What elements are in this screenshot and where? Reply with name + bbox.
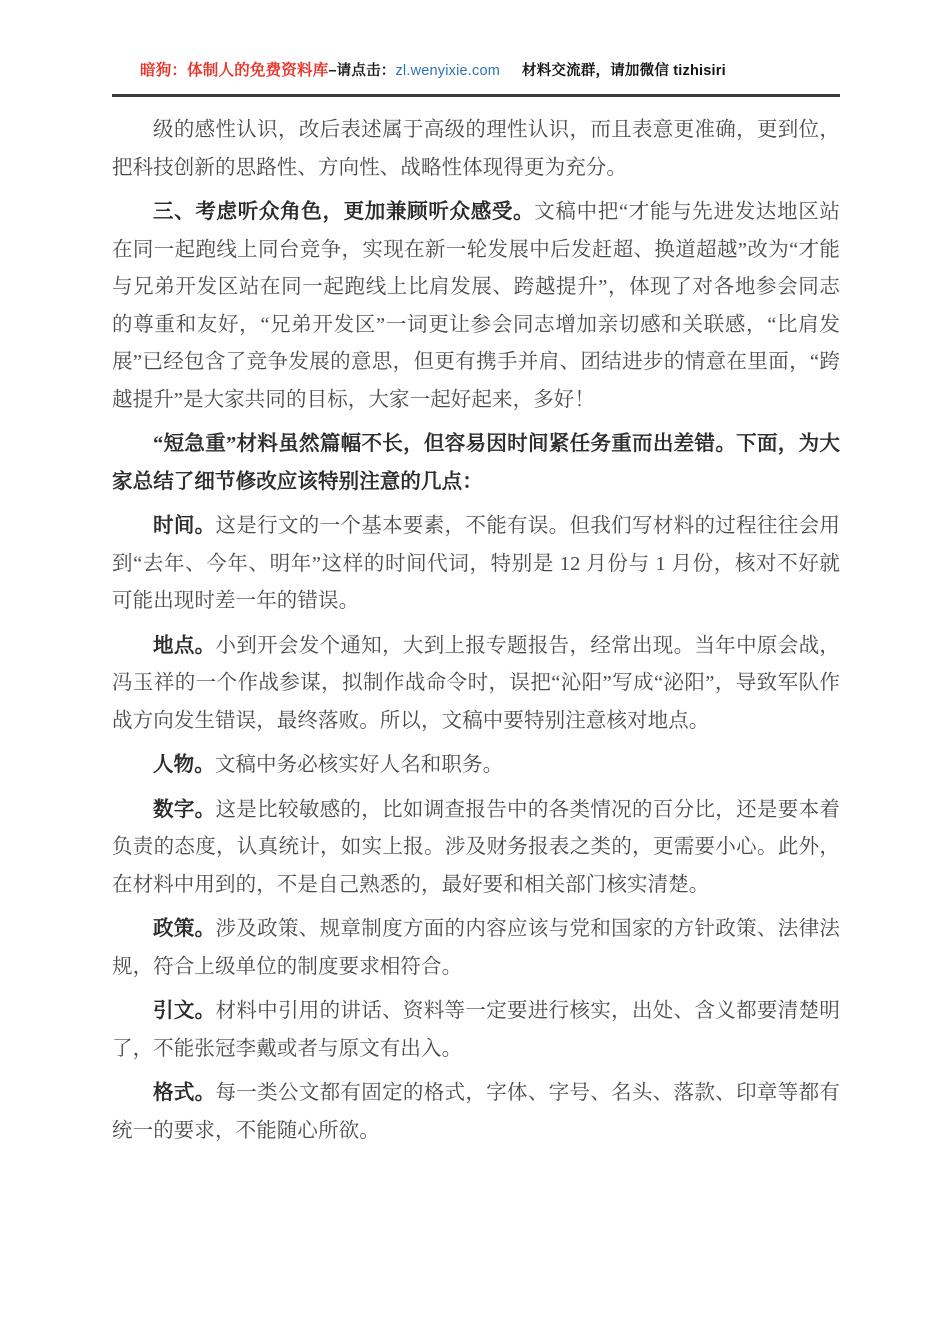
paragraph-lead: 人物。	[153, 754, 215, 776]
paragraph-item-people	[112, 747, 840, 785]
paragraph-item-numbers	[112, 792, 840, 905]
paragraph-text: 文稿中务必核实好人名和职务。	[214, 754, 504, 776]
paragraph-lead: 时间。	[153, 515, 216, 537]
paragraph-item-place	[112, 628, 840, 741]
promo-site-link[interactable]: zl.wenyixie.com	[395, 63, 501, 79]
paragraph-lead: 引文。	[153, 1000, 216, 1022]
paragraph-lead: 政策。	[153, 918, 216, 940]
paragraph-text: 级的感性认识，改后表述属于高级的理性认识，而且表意更准确，更到位，把科技创新的思路性、方向性、战略性体现得更为充分。	[112, 119, 840, 179]
document-body	[112, 112, 840, 1153]
paragraph-text: 每一类公文都有固定的格式，字体、字号、名头、落款、印章等都有统一的要求，不能随心所欲。	[112, 1082, 840, 1142]
paragraph-text: 文稿中把“才能与先进发达地区站在同一起跑线上同台竞争，实现在新一轮发展中后发赶超、换道超越”改为“才能与兄弟开发区站在同一起跑线上比肩发展、跨越提升”，体现了对各地参会同志的尊重和友好，“兄弟开发区”一词更让参会同志增加亲切感和关联感，“比肩发展”已经包含了竞争发展的意思，但更有携手并肩、团结进步的情意在里面，“跨越提升”是大家共同的目标，大家一起好起来，多好！	[112, 201, 840, 411]
paragraph-short-urgent-heavy	[112, 426, 840, 501]
paragraph-lead: 三、考虑听众角色，更加兼顾听众感受。	[153, 201, 535, 223]
paragraph-section-three	[112, 194, 840, 419]
paragraph-lead: 数字。	[153, 798, 216, 821]
promo-brand-text: 暗狗：体制人的免费资料库	[140, 62, 329, 79]
paragraph-text: 材料中引用的讲话、资料等一定要进行核实，出处、含义都要清楚明了，不能张冠李戴或者与原文有出入。	[112, 1000, 840, 1060]
paragraph-item-time	[112, 508, 840, 621]
paragraph-text: 小到开会发个通知，大到上报专题报告，经常出现。当年中原会战，冯玉祥的一个作战参谋，拟制作战命令时，误把“沁阳”写成“泌阳”，导致军队作战方向发生错误，最终落败。所以，文稿中要特别注意核对地点。	[112, 634, 840, 732]
paragraph-item-quotation	[112, 993, 840, 1068]
promo-header-line	[112, 60, 840, 82]
promo-header	[112, 60, 840, 82]
paragraph-text: 涉及政策、规章制度方面的内容应该与党和国家的方针政策、法律法规，符合上级单位的制度要求相符合。	[112, 918, 840, 978]
paragraph-lead: 格式。	[153, 1082, 216, 1104]
paragraph-continuation	[112, 112, 840, 187]
paragraph-text: 这是行文的一个基本要素，不能有误。但我们写材料的过程往往会用到“去年、今年、明年”这样的时间代词，特别是 12 月份与 1 月份，核对不好就可能出现时差一年的错误。	[112, 515, 840, 612]
paragraph-lead: 地点。	[153, 634, 216, 657]
header-divider-rule	[112, 94, 840, 97]
promo-click-prompt: –请点击：	[328, 63, 396, 79]
paragraph-text: 这是比较敏感的，比如调查报告中的各类情况的百分比，还是要本着负责的态度，认真统计，如实上报。涉及财务报表之类的，更需要小心。此外，在材料中用到的，不是自己熟悉的，最好要和相关部门核实清楚。	[112, 798, 840, 896]
paragraph-item-format	[112, 1075, 840, 1150]
paragraph-text: “短急重”材料虽然篇幅不长，但容易因时间紧任务重而出差错。下面，为大家总结了细节修改应该特别注意的几点：	[112, 433, 840, 493]
paragraph-item-policy	[112, 911, 840, 986]
promo-wechat-note: 材料交流群，请加微信 tizhisiri	[522, 63, 726, 79]
